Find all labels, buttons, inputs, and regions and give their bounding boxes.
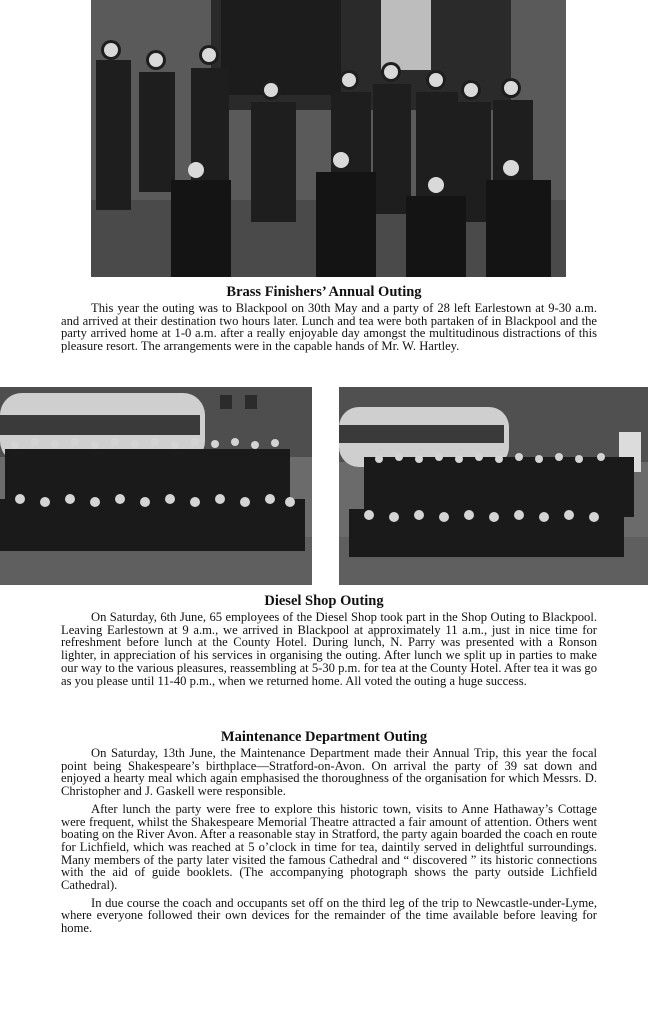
diesel-shop-photo-right: [339, 387, 648, 585]
brass-finishers-heading: Brass Finishers’ Annual Outing: [226, 284, 422, 300]
diesel-shop-heading: Diesel Shop Outing: [264, 593, 384, 609]
paragraph: This year the outing was to Blackpool on 30th May and a party of 28 left Earlestown at 9-30 a.m. and arrived at their destination two hours later. Lunch and tea were both partaken of in Blackpool and the party arrived home at 1-0 a.m. after a really enjoyable day amongst the multitudinous distractions of this pleasure resort. The arrangements were in the capable hands of Mr. W. Hartley.: [61, 301, 597, 354]
diesel-shop-photo-left: [0, 387, 312, 585]
maintenance-text: [61, 747, 597, 935]
paragraph: On Saturday, 13th June, the Maintenance Department made their Annual Trip, this year the focal point being Shakespeare’s birthplace—Stratford-on-Avon. On arrival the party of 39 sat down and enjoyed a hearty meal which again emphasised the thoroughness of the organisation for which Messrs. D. Christopher and J. Gaskell were responsible.: [61, 746, 597, 799]
maintenance-heading: Maintenance Department Outing: [220, 729, 428, 745]
paragraph: After lunch the party were free to explore this historic town, visits to Anne Hathaway’s Cottage were frequent, whilst the Shakespeare Memorial Theatre attracted a fair amount of attention. Others went boating on the River Avon. After a reasonable stay in Stratford, the party again boarded the coach en route for Lichfield, which was reached at 5 o’clock in time for tea, daintily served in delightful surroundings. Many members of the party later visited the famous Cathedral and “ discovered ” its historic connections with the aid of guide booklets. (The accompanying photograph shows the party outside Lichfield Cathedral).: [61, 801, 597, 893]
brass-finishers-text: [61, 302, 597, 353]
brass-finishers-photo: [91, 0, 566, 277]
paragraph: On Saturday, 6th June, 65 employees of the Diesel Shop took part in the Shop Outing to Blackpool. Leaving Earlestown at 9 a.m., we arrived in Blackpool at approximately 11 a.m., just in nice time for refreshment before lunch at the County Hotel. During lunch, N. Parry was presented with a Ronson lighter, in appreciation of his services in organising the outing. After lunch we split up in parties to make our way to the various pleasures, reassembling at 5-30 p.m. for tea at the County Hotel. After tea it was go as you please until 11-40 p.m., when we returned home. All voted the outing a huge success.: [61, 610, 597, 688]
diesel-shop-text: [61, 611, 597, 687]
paragraph: In due course the coach and occupants set off on the third leg of the trip to Newcastle-under-Lyme, where everyone followed their own devices for the remainder of the time available before leaving for home.: [61, 895, 597, 936]
